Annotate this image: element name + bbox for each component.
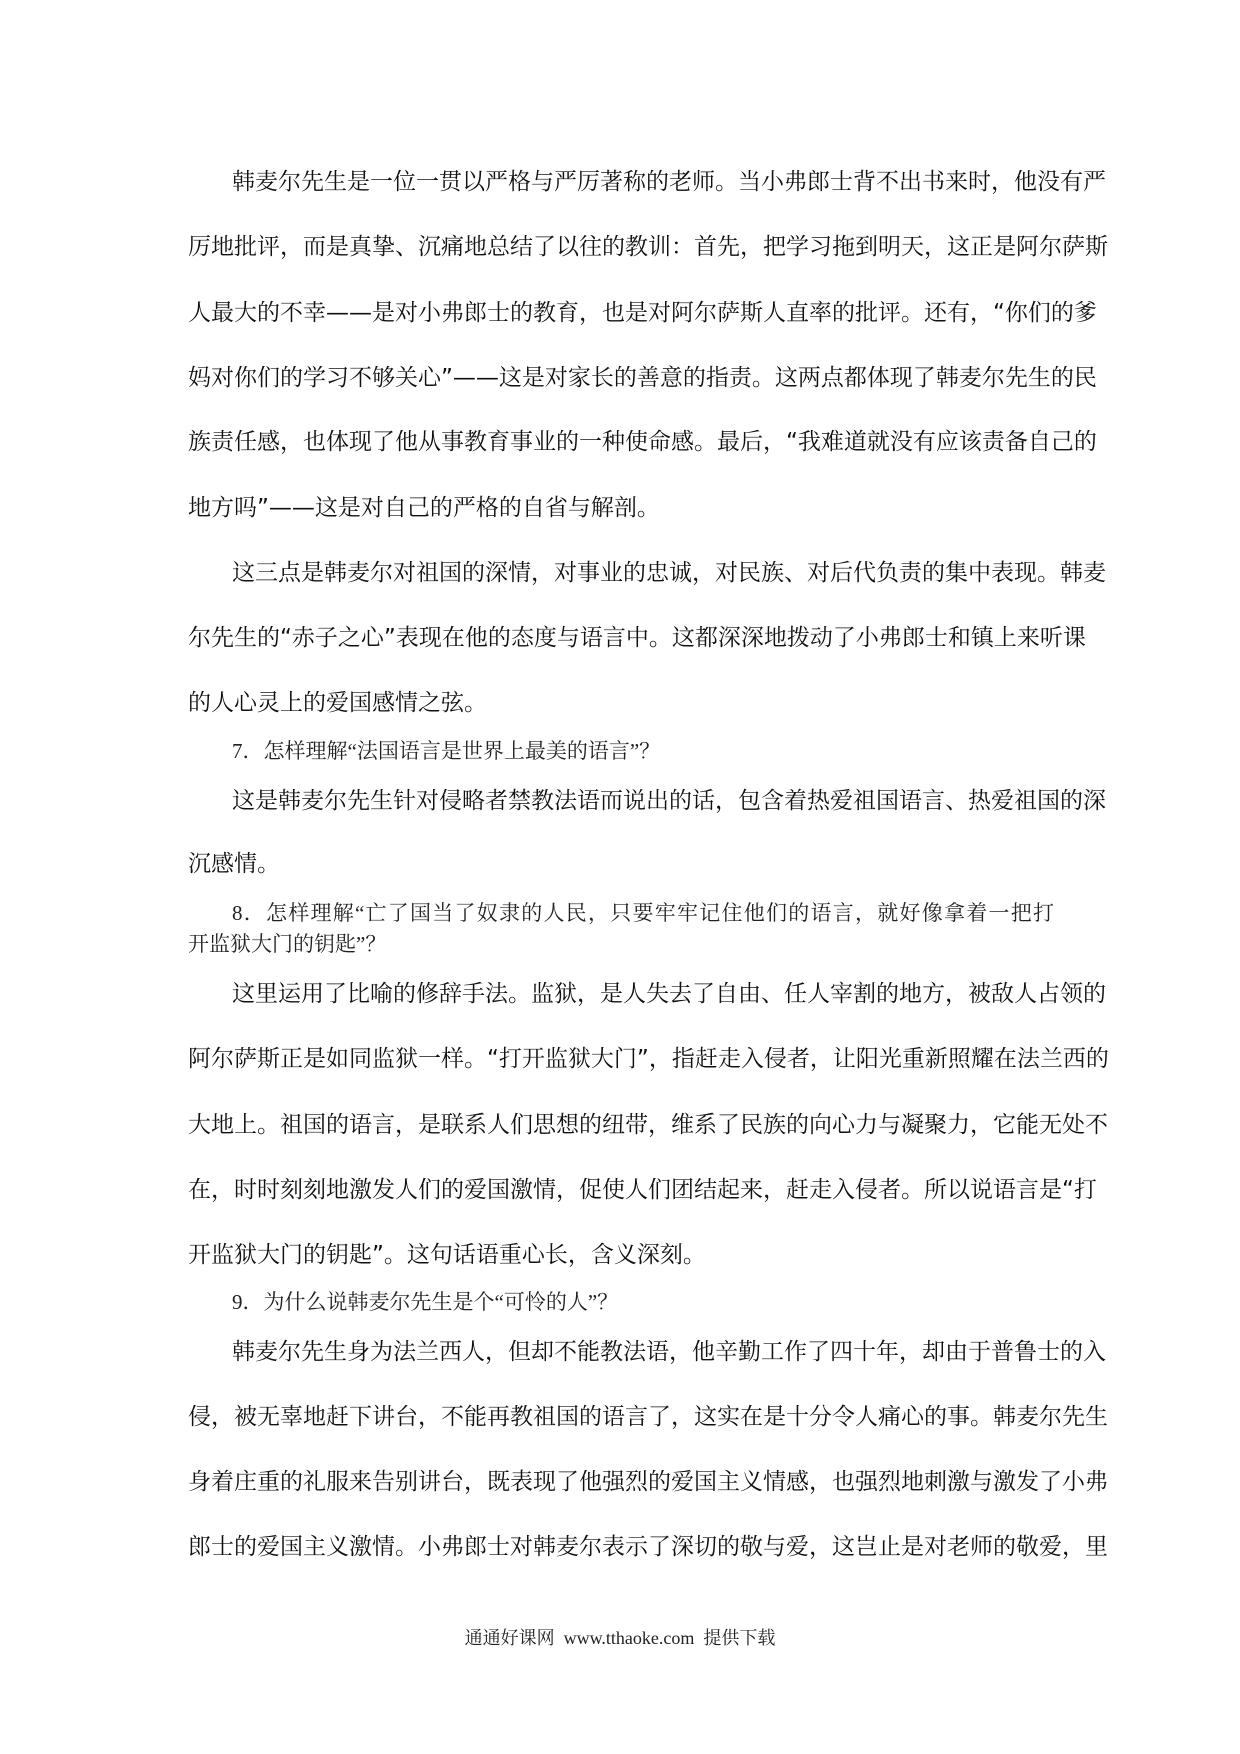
question-8: 8．怎样理解“亡了国当了奴隶的人民，只要牢牢记住他们的语言，就好像拿着一把打 (232, 901, 1054, 925)
paragraph-line: 身着庄重的礼服来告别讲台，既表现了他强烈的爱国主义情感，也强烈地刺激与激发了小弗 (188, 1469, 1108, 1495)
paragraph-line: 这里运用了比喻的修辞手法。监狱，是人失去了自由、任人宰割的地方，被敌人占领的 (232, 981, 1106, 1007)
paragraph-line: 韩麦尔先生是一位一贯以严格与严厉著称的老师。当小弗郎士背不出书来时，他没有严 (232, 169, 1106, 195)
paragraph-line: 妈对你们的学习不够关心”——这是对家长的善意的指责。这两点都体现了韩麦尔先生的民 (188, 365, 1097, 391)
question-9: 9．为什么说韩麦尔先生是个“可怜的人”？ (232, 1290, 619, 1314)
paragraph-line: 郎士的爱国主义激情。小弗郎士对韩麦尔表示了深切的敬与爱，这岂止是对老师的敬爱，里 (188, 1534, 1108, 1560)
paragraph-line: 族责任感，也体现了他从事教育事业的一种使命感。最后，“我难道就没有应该责备自己的 (188, 429, 1097, 455)
paragraph-line: 这三点是韩麦尔对祖国的深情，对事业的忠诚，对民族、对后代负责的集中表现。韩麦 (232, 560, 1106, 586)
paragraph-line: 厉地批评，而是真挚、沉痛地总结了以往的教训：首先，把学习拖到明天，这正是阿尔萨斯 (188, 234, 1108, 260)
question-8: 开监狱大门的钥匙”？ (188, 932, 387, 956)
paragraph-line: 大地上。祖国的语言，是联系人们思想的纽带，维系了民族的向心力与凝聚力，它能无处不 (188, 1112, 1108, 1138)
page-footer: 通通好课网 www.tthaoke.com 提供下载 (464, 1628, 776, 1648)
paragraph-line: 韩麦尔先生身为法兰西人，但却不能教法语，他辛勤工作了四十年，却由于普鲁士的入 (232, 1339, 1106, 1365)
paragraph-line: 地方吗”——这是对自己的严格的自省与解剖。 (188, 495, 660, 521)
question-7: 7．怎样理解“法国语言是世界上最美的语言”？ (232, 739, 661, 763)
paragraph-line: 侵，被无辜地赶下讲台，不能再教祖国的语言了，这实在是十分令人痛心的事。韩麦尔先生 (188, 1404, 1108, 1430)
paragraph-line: 这是韩麦尔先生针对侵略者禁教法语而说出的话，包含着热爱祖国语言、热爱祖国的深 (232, 788, 1106, 814)
paragraph-line: 阿尔萨斯正是如同监狱一样。“打开监狱大门”，指赶走入侵者，让阳光重新照耀在法兰西的 (188, 1046, 1109, 1072)
paragraph-line: 尔先生的“赤子之心”表现在他的态度与语言中。这都深深地拨动了小弗郎士和镇上来听课 (188, 625, 1086, 651)
paragraph-line: 开监狱大门的钥匙”。这句话语重心长，含义深刻。 (188, 1242, 706, 1268)
paragraph-line: 沉感情。 (188, 851, 280, 877)
paragraph-line: 人最大的不幸——是对小弗郎士的教育，也是对阿尔萨斯人直率的批评。还有，“你们的爹 (188, 300, 1097, 326)
paragraph-line: 在，时时刻刻地激发人们的爱国激情，促使人们团结起来，赶走入侵者。所以说语言是“打 (188, 1177, 1097, 1203)
paragraph-line: 的人心灵上的爱国感情之弦。 (188, 690, 487, 716)
